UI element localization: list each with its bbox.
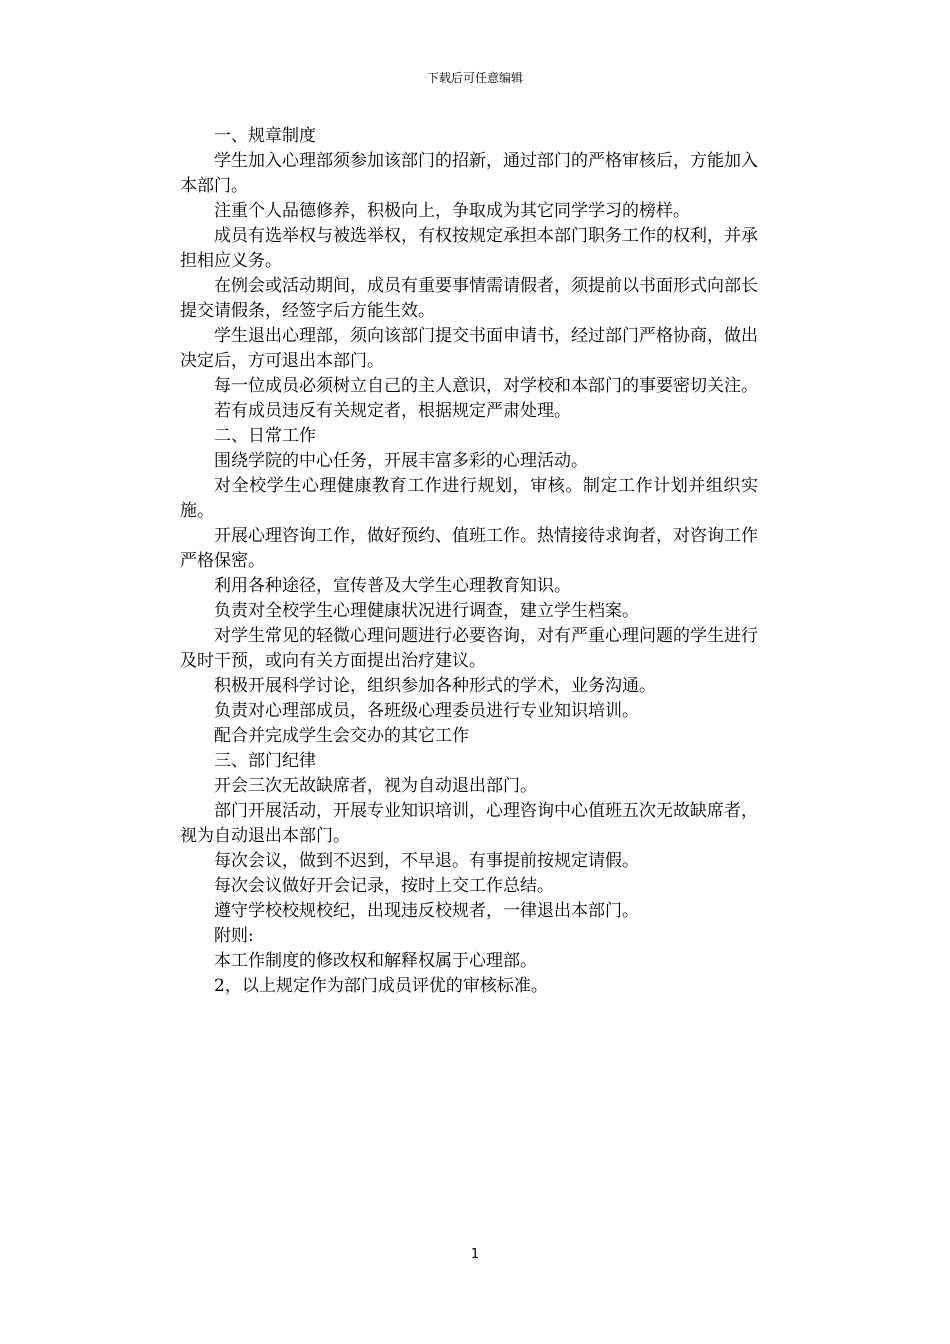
paragraph: 若有成员违反有关规定者，根据规定严肃处理。 [214, 401, 571, 421]
document-body [180, 124, 758, 999]
paragraph: 负责对心理部成员，各班级心理委员进行专业知识培训。 [214, 701, 639, 721]
paragraph: 开会三次无故缺席者，视为自动退出部门。 [214, 776, 537, 796]
paragraph: 每一位成员必须树立自己的主人意识，对学校和本部门的事要密切关注。 [214, 376, 758, 396]
page-number: 1 [470, 1247, 480, 1262]
paragraph: 遵守学校校规校纪，出现违反校规者，一律退出本部门。 [214, 901, 639, 921]
paragraph: 学生退出心理部，须向该部门提交书面申请书，经过部门严格协商，做出决定后，方可退出本部门。 [180, 326, 758, 371]
paragraph: 开展心理咨询工作，做好预约、值班工作。热情接待求询者，对咨询工作严格保密。 [180, 526, 758, 571]
paragraph: 对全校学生心理健康教育工作进行规划，审核。制定工作计划并组织实施。 [180, 476, 758, 521]
paragraph: 2，以上规定作为部门成员评优的审核标准。 [214, 976, 548, 996]
paragraph: 本工作制度的修改权和解释权属于心理部。 [214, 951, 537, 971]
paragraph: 积极开展科学讨论，组织参加各种形式的学术，业务沟通。 [214, 676, 656, 696]
paragraph: 学生加入心理部须参加该部门的招新，通过部门的严格审核后，方能加入本部门。 [180, 151, 758, 196]
paragraph: 每次会议做好开会记录，按时上交工作总结。 [214, 876, 554, 896]
section-heading-rules: 一、规章制度 [214, 126, 316, 146]
paragraph: 对学生常见的轻微心理问题进行必要咨询，对有严重心理问题的学生进行及时干预，或向有关方面提出治疗建议。 [180, 626, 758, 671]
paragraph: 围绕学院的中心任务，开展丰富多彩的心理活动。 [214, 451, 588, 471]
paragraph: 在例会或活动期间，成员有重要事情需请假者，须提前以书面形式向部长提交请假条，经签字后方能生效。 [180, 276, 758, 321]
paragraph: 成员有选举权与被选举权，有权按规定承担本部门职务工作的权利，并承担相应义务。 [180, 226, 758, 271]
section-heading-discipline: 三、部门纪律 [214, 751, 316, 771]
paragraph: 部门开展活动，开展专业知识培训，心理咨询中心值班五次无故缺席者，视为自动退出本部门。 [180, 801, 758, 846]
paragraph: 负责对全校学生心理健康状况进行调查，建立学生档案。 [214, 601, 639, 621]
page-header: 下载后可任意编辑 [426, 71, 523, 85]
paragraph: 每次会议，做到不迟到，不早退。有事提前按规定请假。 [214, 851, 639, 871]
section-heading-daily-work: 二、日常工作 [214, 426, 316, 446]
paragraph: 利用各种途径，宣传普及大学生心理教育知识。 [214, 576, 571, 596]
section-heading-supplementary: 附则: [214, 926, 254, 946]
paragraph: 注重个人品德修养，积极向上，争取成为其它同学学习的榜样。 [214, 201, 690, 221]
paragraph: 配合并完成学生会交办的其它工作 [214, 726, 469, 746]
